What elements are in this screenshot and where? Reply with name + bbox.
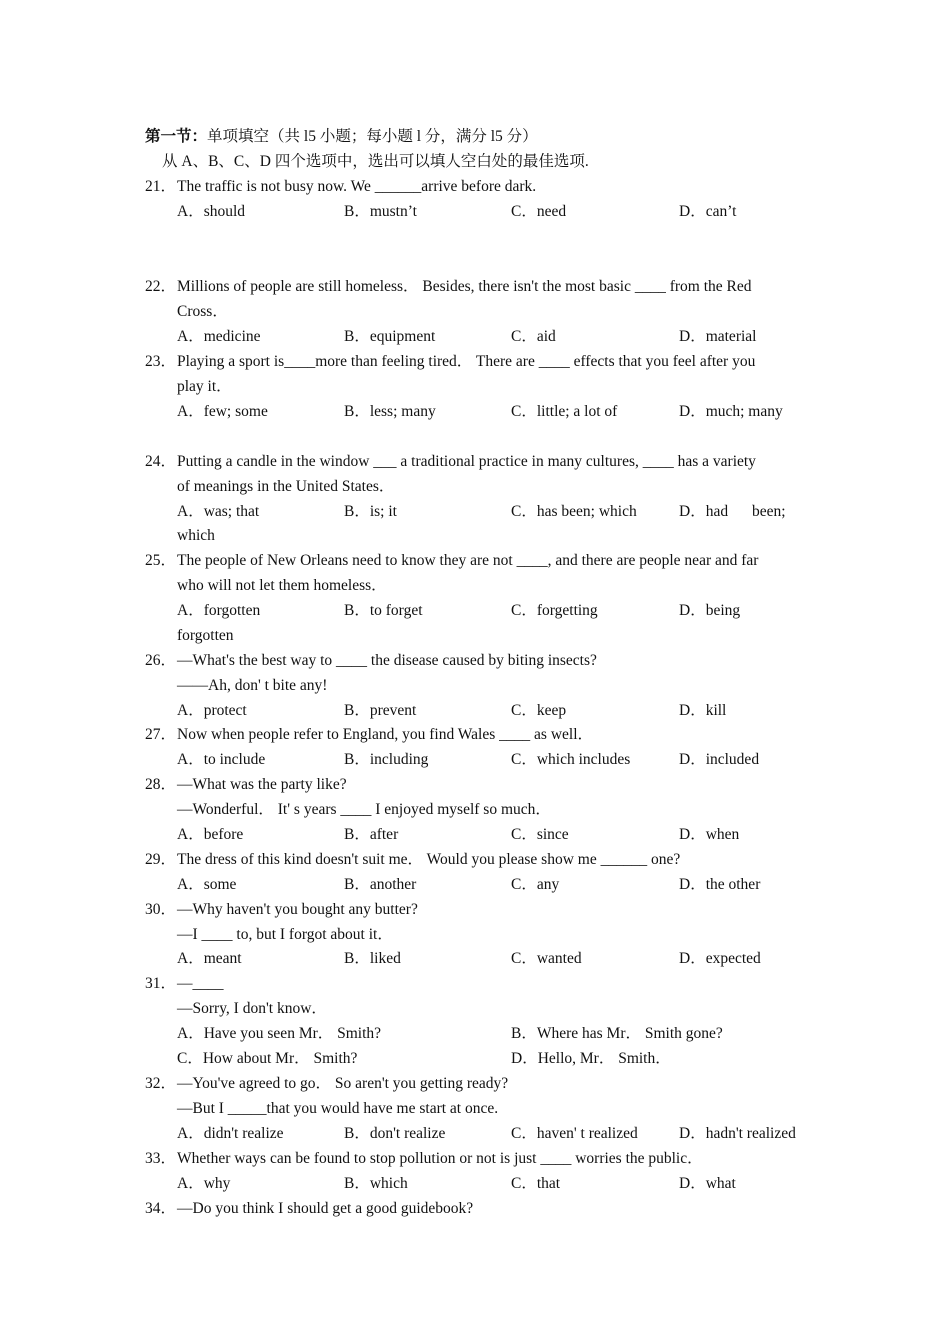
option-b[interactable]: B．which [344,1175,408,1192]
question-text-line-1: —What's the best way to ____ the disease caused by biting insects? [177,652,597,669]
option-b[interactable]: B．liked [344,950,401,967]
option-c[interactable]: C．little; a lot of [511,403,618,420]
option-a[interactable]: A．Have you seen Mr． Smith? [177,1025,382,1042]
option-d[interactable]: D．what [679,1175,736,1192]
option-c[interactable]: C．haven' t realized [511,1125,638,1142]
option-a[interactable]: A．forgotten [177,602,261,619]
option-d[interactable]: D．material [679,328,757,345]
option-c[interactable]: C．has been; which [511,503,637,520]
option-d[interactable]: D．being [679,602,741,619]
option-c[interactable]: C．need [511,203,567,220]
option-c[interactable]: C．keep [511,702,567,719]
option-c[interactable]: C．any [511,876,560,893]
option-a[interactable]: A．didn't realize [177,1125,284,1142]
question-number: 24． [145,453,177,470]
option-a[interactable]: A．why [177,1175,231,1192]
question-number: 30． [145,901,177,918]
option-d[interactable]: D．can’t [679,203,737,220]
question-text-line-2: play it． [177,378,232,395]
option-a[interactable]: A．meant [177,950,242,967]
option-b[interactable]: B．after [344,826,399,843]
question-number: 34． [145,1200,177,1217]
question-number: 27． [145,726,177,743]
question-text-line-1: Playing a sport is____more than feeling tired． There are ____ effects that you feel after you [177,353,756,370]
option-d-continuation: forgotten [177,627,234,644]
question-text-line-1: —____ [177,975,224,992]
question-text-line-2: —Wonderful． It' s years ____ I enjoyed myself so much． [177,801,551,818]
option-b[interactable]: B．prevent [344,702,417,719]
option-a[interactable]: A．was; that [177,503,260,520]
question-number: 31． [145,975,177,992]
option-c[interactable]: C．that [511,1175,561,1192]
option-d[interactable] [679,503,807,521]
question-text: Now when people refer to England, you find Wales ____ as well． [177,726,594,743]
option-b[interactable]: B．Where has Mr． Smith gone? [511,1025,723,1042]
question-text-line-2: ——Ah, don' t bite any! [177,677,328,694]
question-number: 23． [145,353,177,370]
option-a[interactable]: A．before [177,826,244,843]
question-text-line-1: —You've agreed to go． So aren't you getting ready? [177,1075,509,1092]
question-text-line-2: —But I _____that you would have me start at once. [177,1100,499,1117]
option-c[interactable]: C．aid [511,328,556,345]
option-a[interactable]: A．to include [177,751,266,768]
question-text-line-2: who will not let them homeless． [177,577,387,594]
option-d[interactable]: D．the other [679,876,761,893]
option-a[interactable]: A．medicine [177,328,261,345]
option-b[interactable]: B．mustn’t [344,203,417,220]
question-text-line-1: Putting a candle in the window ___ a traditional practice in many cultures, ____ has a variety [177,453,756,470]
option-d[interactable]: D．much; many [679,403,783,420]
section-instruction: 从 A、B、C、D 四个选项中，选出可以填人空白处的最佳选项. [162,153,589,170]
question-text-line-1: Millions of people are still homeless． Besides, there isn't the most basic ____ from the Red [177,278,752,295]
option-c[interactable]: C．which includes [511,751,631,768]
question-text-line-2: of meanings in the United States． [177,478,395,495]
option-a[interactable]: A．few; some [177,403,268,420]
question-text: The traffic is not busy now. We ______arrive before dark. [177,178,537,195]
option-c[interactable]: C．How about Mr． Smith? [177,1050,358,1067]
option-a[interactable]: A．some [177,876,237,893]
option-b[interactable]: B．is; it [344,503,397,520]
option-a[interactable]: A．should [177,203,246,220]
option-a[interactable]: A．protect [177,702,247,719]
option-d[interactable]: D．kill [679,702,727,719]
question-text: —Do you think I should get a good guidebook? [177,1200,474,1217]
option-b[interactable]: B．less; many [344,403,436,420]
question-text: Whether ways can be found to stop pollution or not is just ____ worries the public． [177,1150,703,1167]
question-text-line-2: Cross． [177,303,228,320]
question-text-line-1: The people of New Orleans need to know they are not ____, and there are people near and far [177,552,759,569]
question-text-line-1: —What was the party like? [177,776,347,793]
question-text: The dress of this kind doesn't suit me． Would you please show me ______ one? [177,851,681,868]
question-number: 29． [145,851,177,868]
option-d[interactable]: D．when [679,826,740,843]
question-number: 26． [145,652,177,669]
question-number: 25． [145,552,177,569]
section-title: 第一节： [145,128,208,145]
option-d[interactable]: D．expected [679,950,761,967]
question-text-line-2: —I ____ to, but I forgot about it． [177,926,393,943]
question-text-line-2: —Sorry, I don't know． [177,1000,327,1017]
option-b[interactable]: B．don't realize [344,1125,446,1142]
section-subtitle: 单项填空（共 l5 小题；每小题 l 分，满分 l5 分） [207,128,538,145]
option-c[interactable]: C．since [511,826,569,843]
section-header [145,128,538,146]
option-d[interactable]: D．Hello, Mr． Smith． [511,1050,671,1067]
question-number: 22． [145,278,177,295]
option-c[interactable]: C．wanted [511,950,582,967]
option-d[interactable]: D．hadn't realized [679,1125,796,1142]
question-number: 28． [145,776,177,793]
option-c[interactable]: C．forgetting [511,602,598,619]
option-d[interactable]: D．included [679,751,760,768]
option-d-text: D．had been; [679,503,786,520]
option-b[interactable]: B．to forget [344,602,423,619]
question-text-line-1: —Why haven't you bought any butter? [177,901,418,918]
question-number: 21． [145,178,177,195]
question-number: 33． [145,1150,177,1167]
option-b[interactable]: B．equipment [344,328,436,345]
question-number: 32． [145,1075,177,1092]
option-b[interactable]: B．another [344,876,417,893]
option-b[interactable]: B．including [344,751,429,768]
option-d-continuation: which [177,527,215,544]
